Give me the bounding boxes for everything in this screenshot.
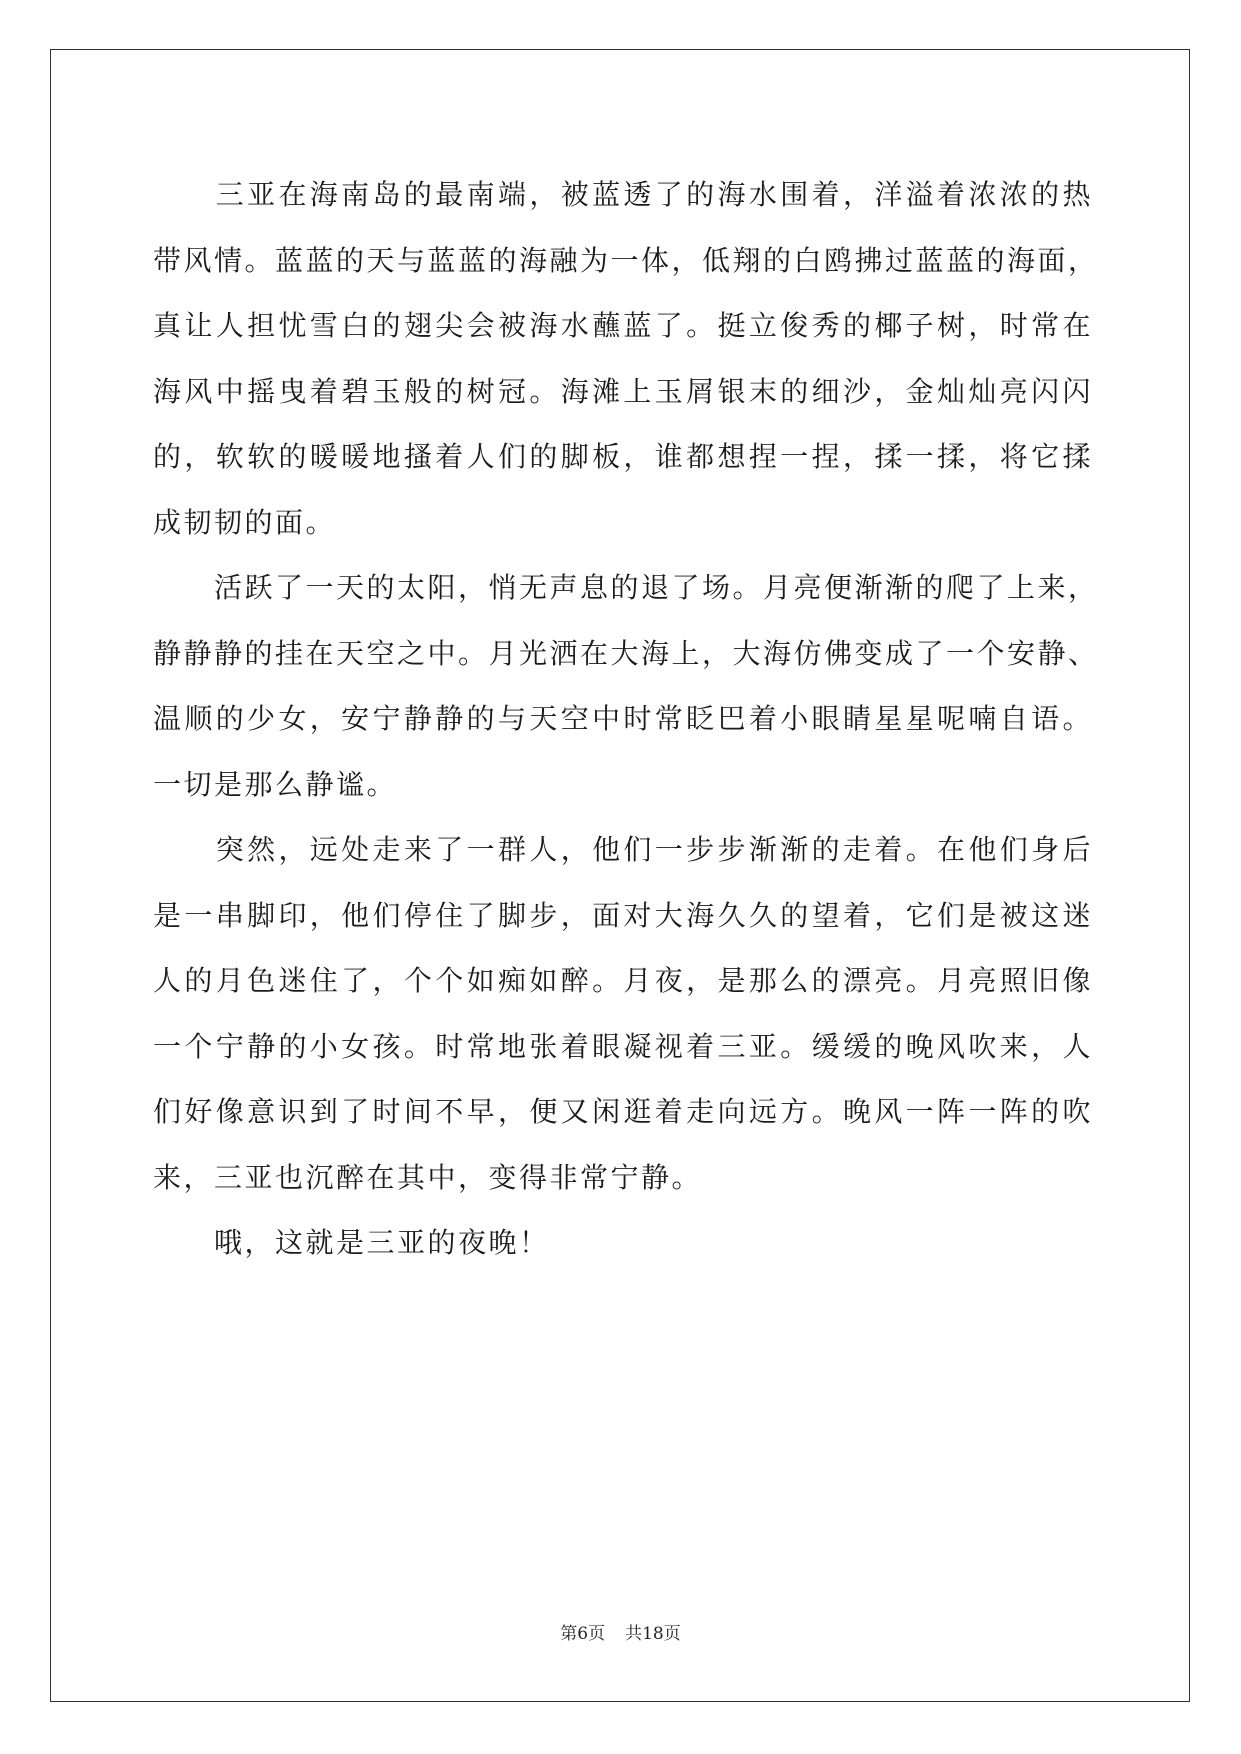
- text-line: 来，三亚也沉醉在其中，变得非常宁静。: [153, 1160, 703, 1194]
- text-line: 人的月色迷住了，个个如痴如醉。月夜，是那么的漂亮。月亮照旧像: [153, 964, 1093, 997]
- document-body: [153, 162, 1099, 1276]
- text-line: 一个宁静的小女孩。时常地张着眼凝视着三亚。缓缓的晚风吹来，人: [153, 1029, 1093, 1063]
- paragraph-2: [153, 555, 1099, 817]
- text-line: 三亚在海南岛的最南端，被蓝透了的海水围着，洋溢着浓浓的热: [153, 178, 1093, 211]
- text-line: 突然，远处走来了一群人，他们一步步渐渐的走着。在他们身后: [153, 833, 1093, 866]
- text-line: 带风情。蓝蓝的天与蓝蓝的海融为一体，低翔的白鸥拂过蓝蓝的海面，: [153, 243, 1099, 277]
- text-line: 们好像意识到了时间不早，便又闲逛着走向远方。晚风一阵一阵的吹: [153, 1095, 1093, 1128]
- text-line: 海风中摇曳着碧玉般的树冠。海滩上玉屑银末的细沙，金灿灿亮闪闪: [153, 374, 1093, 408]
- text-line: 真让人担忧雪白的翅尖会被海水蘸蓝了。挺立俊秀的椰子树，时常在: [153, 309, 1093, 342]
- paragraph-1: [153, 162, 1099, 555]
- page-total: 共18页: [625, 1624, 681, 1644]
- page-number: 第6页: [560, 1624, 606, 1644]
- text-line: 活跃了一天的太阳，悄无声息的退了场。月亮便渐渐的爬了上来，: [153, 571, 1099, 604]
- text-line: 的，软软的暖暖地搔着人们的脚板，谁都想捏一捏，揉一揉，将它揉: [153, 440, 1093, 473]
- text-line: 成韧韧的面。: [153, 505, 337, 539]
- text-line: 静静静的挂在天空之中。月光洒在大海上，大海仿佛变成了一个安静、: [153, 636, 1099, 670]
- paragraph-4: [153, 1210, 1093, 1276]
- text-line: 哦，这就是三亚的夜晚！: [153, 1226, 550, 1259]
- text-line: 一切是那么静谧。: [153, 767, 398, 801]
- page-footer: [0, 1619, 1241, 1644]
- text-line: 是一串脚印，他们停住了脚步，面对大海久久的望着，它们是被这迷: [153, 898, 1093, 932]
- paragraph-3: [153, 817, 1093, 1210]
- text-line: 温顺的少女，安宁静静的与天空中时常眨巴着小眼睛星星呢喃自语。: [153, 702, 1093, 735]
